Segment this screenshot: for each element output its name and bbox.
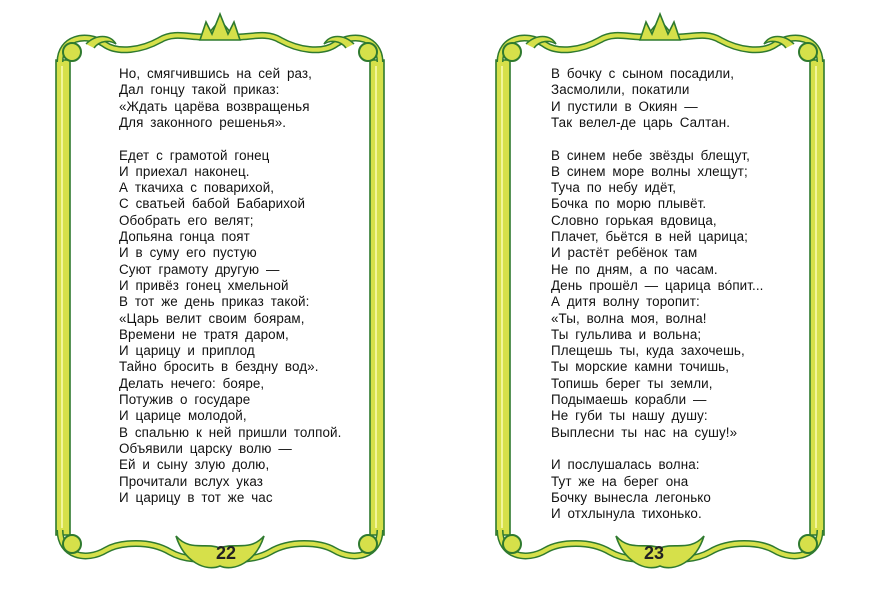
poem-line: Ты гульлива и вольна; — [551, 326, 702, 342]
poem-line: Плещешь ты, куда захочешь, — [551, 343, 745, 359]
poem-line: День прошёл — царица вóпит... — [551, 277, 764, 293]
poem-line: «Ты, волна моя, волна! — [551, 310, 707, 326]
stanza — [551, 148, 763, 441]
poem-line: Прочитали вслух указ — [119, 473, 263, 489]
poem-line: И приехал наконец. — [119, 163, 250, 179]
poem-line: Плачет, бьётся в ней царица; — [551, 229, 748, 245]
poem-line: Словно горькая вдовица, — [551, 212, 717, 228]
poem-line: Обобрать его велят; — [119, 212, 254, 228]
poem-line: А дитя волну торопит: — [551, 294, 700, 310]
poem-line: В спальню к ней пришли толпой. — [119, 424, 342, 440]
poem-line: И пустили в Окиян — — [551, 98, 698, 114]
poem-line: В бочку с сыном посадили, — [551, 66, 735, 81]
poem-line: Для законного решенья». — [119, 114, 287, 130]
poem-line: Засмолили, покатили — [551, 82, 690, 98]
poem-text — [119, 66, 341, 523]
poem-line: В синем море волны хлещут; — [551, 163, 748, 179]
page-number: 23 — [643, 543, 665, 563]
poem-line: В тот же день приказ такой: — [119, 294, 310, 310]
poem-line: Ты морские камни точишь, — [551, 359, 730, 375]
stanza — [119, 148, 341, 507]
poem-line: Бочка по морю плывёт. — [551, 196, 707, 212]
poem-line: Потужив о государе — [119, 392, 251, 408]
poem-line: «Ждать царёва возвращенья — [119, 98, 310, 114]
stanza — [551, 66, 763, 131]
poem-line: Не по дням, а по часам. — [551, 261, 718, 277]
book-page-right — [440, 0, 880, 591]
poem-line: В синем небе звёзды блещут, — [551, 147, 750, 163]
poem-line: Объявили царску волю — — [119, 440, 292, 456]
poem-line: И отхлынула тихонько. — [551, 506, 702, 522]
poem-line: Топишь берег ты земли, — [551, 375, 713, 391]
poem-line: И в суму его пустую — [119, 245, 257, 261]
poem-line: Так велел-де царь Салтан. — [551, 114, 731, 130]
poem-line: Едет с грамотой гонец — [119, 147, 270, 163]
poem-line: И царицу и приплод — [119, 343, 255, 359]
poem-line: Делать нечего: бояре, — [119, 375, 265, 391]
poem-line: И растёт ребёнок там — [551, 245, 698, 261]
poem-line: И царице молодой, — [119, 408, 247, 424]
poem-line: Времени не тратя даром, — [119, 326, 289, 342]
poem-line: А ткачиха с поварихой, — [119, 180, 275, 196]
poem-line: Бочку вынесла легонько — [551, 489, 711, 505]
stanza — [119, 66, 341, 131]
poem-line: Но, смягчившись на сей раз, — [119, 66, 312, 81]
poem-line: И послушалась волна: — [551, 457, 700, 473]
poem-line: Суют грамоту другую — — [119, 261, 280, 277]
poem-line: Допьяна гонца поят — [119, 229, 250, 245]
poem-line: «Царь велит своим боярам, — [119, 310, 305, 326]
poem-line: И царицу в тот же час — [119, 489, 273, 505]
poem-line: И привёз гонец хмельной — [119, 277, 289, 293]
poem-line: Не губи ты нашу душу: — [551, 408, 708, 424]
page-number: 22 — [215, 543, 237, 563]
poem-line: Туча по небу идёт, — [551, 180, 677, 196]
poem-line: Тайно бросить в бездну вод». — [119, 359, 319, 375]
poem-text — [551, 66, 763, 539]
poem-line: Подымаешь корабли — — [551, 392, 707, 408]
poem-line: Выплесни ты нас на сушу!» — [551, 424, 738, 440]
stanza — [551, 457, 763, 522]
poem-line: Ей и сыну злую долю, — [119, 457, 270, 473]
poem-line: С сватьей бабой Бабарихой — [119, 196, 306, 212]
poem-line: Дал гонцу такой приказ: — [119, 82, 280, 98]
poem-line: Тут же на берег она — [551, 473, 689, 489]
